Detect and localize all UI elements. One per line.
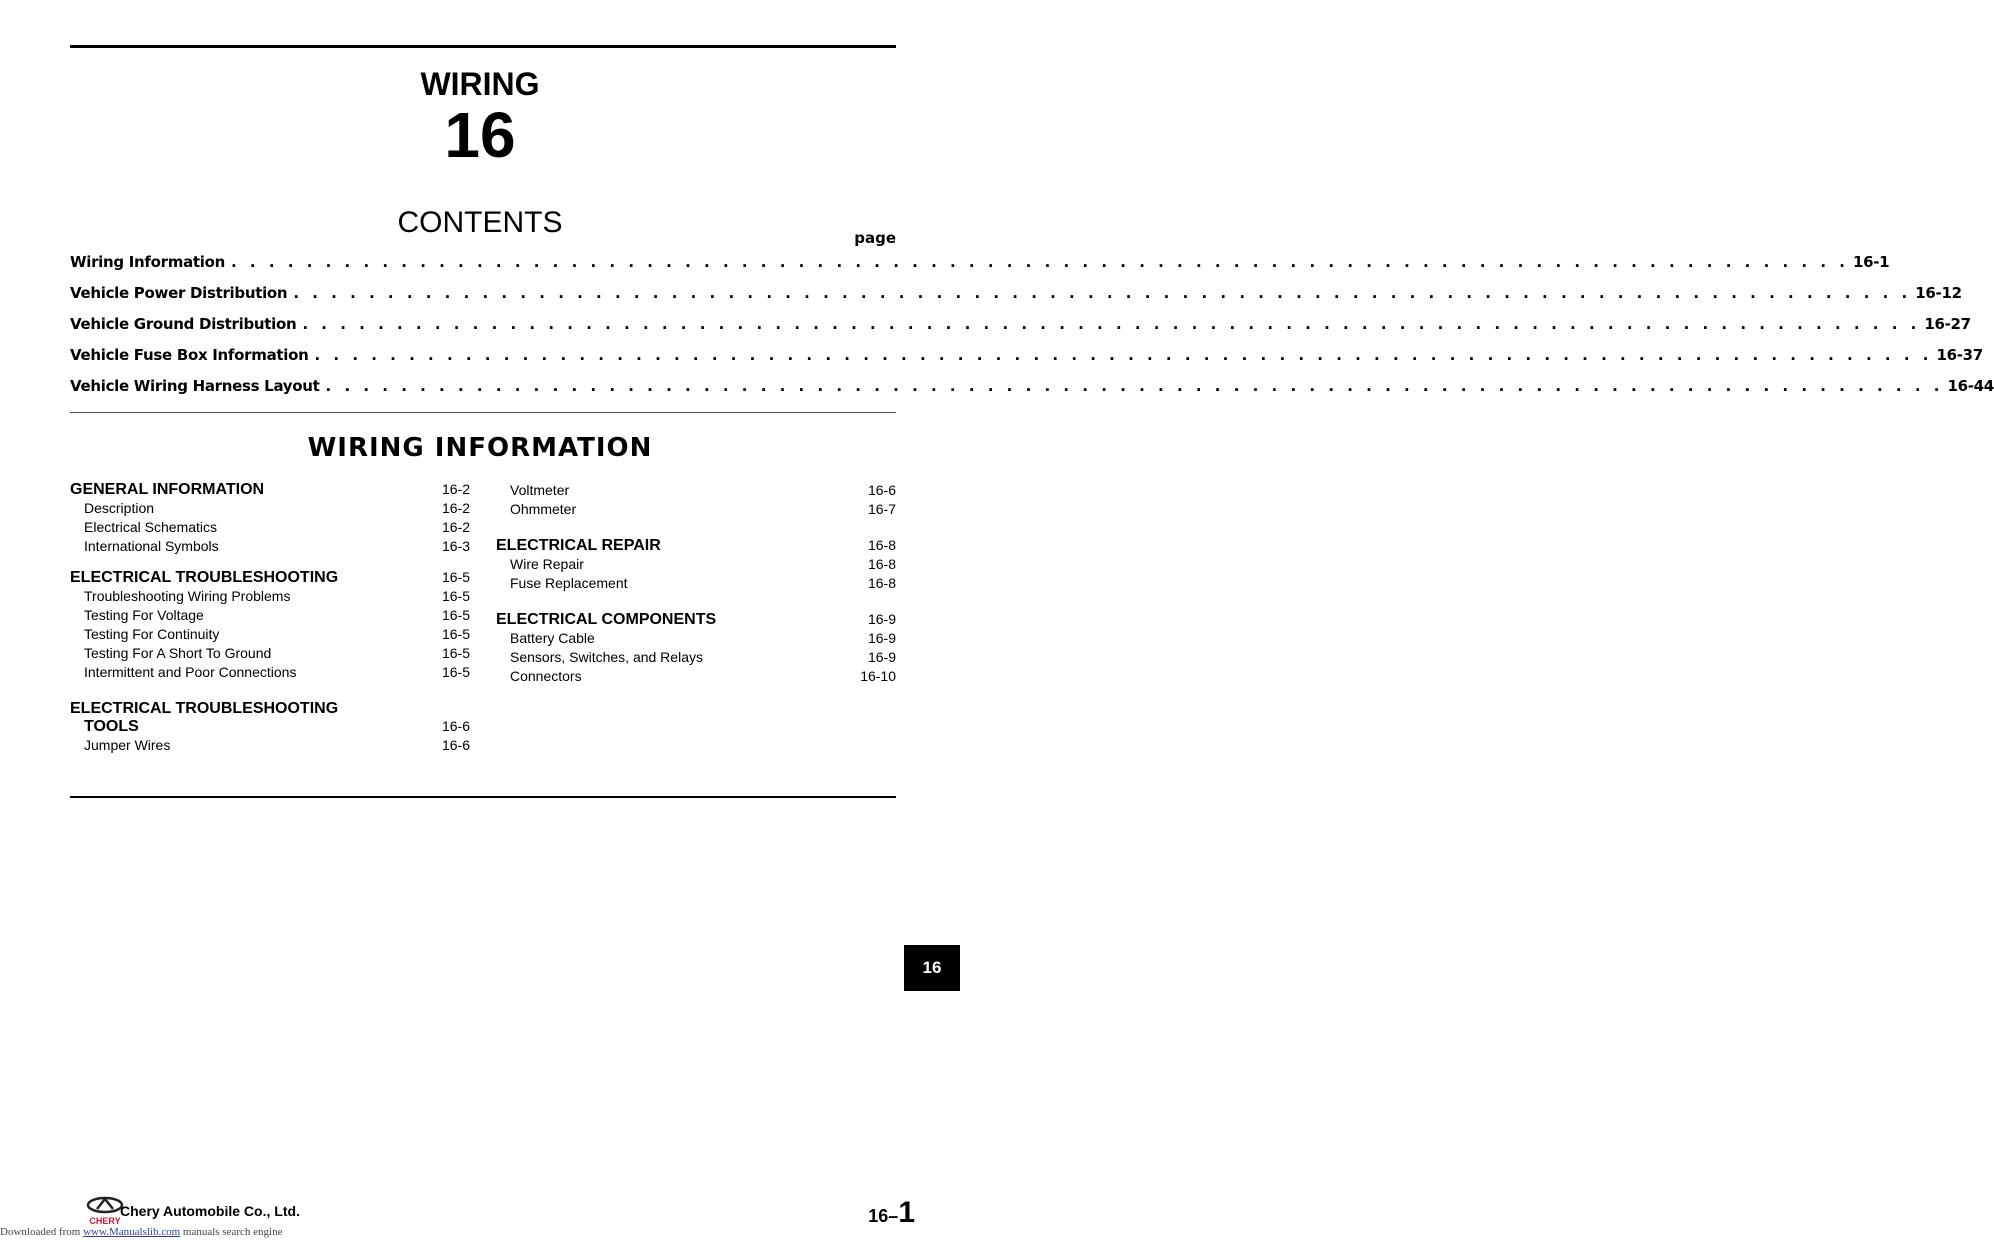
index-item[interactable] — [70, 499, 470, 518]
index-item-label: Description — [84, 500, 155, 516]
index-item[interactable] — [70, 625, 470, 644]
index-item-label: International Symbols — [84, 538, 219, 554]
toc-entry-title: Wiring Information — [70, 253, 226, 271]
index-item-label: Connectors — [510, 668, 582, 684]
index-item[interactable] — [496, 500, 896, 519]
index-item-page: 16-9 — [867, 630, 896, 646]
index-item-page: 16-2 — [441, 519, 470, 535]
index-group — [70, 481, 470, 556]
toc-entry-page: 16-37 — [1936, 346, 1983, 364]
index-group-heading-label: TOOLS — [84, 718, 139, 735]
index-item-page: 16-5 — [441, 626, 470, 642]
top-rule — [70, 45, 896, 48]
chapter-tab[interactable]: 16 — [904, 945, 960, 991]
contents-list — [70, 253, 1994, 408]
index-item-label: Testing For Voltage — [84, 607, 204, 623]
index-item-page: 16-10 — [860, 668, 896, 684]
index-group — [496, 481, 896, 519]
index-item-label: Wire Repair — [510, 556, 584, 572]
section-divider — [70, 412, 896, 413]
toc-entry[interactable] — [70, 284, 1962, 315]
index-item[interactable] — [70, 606, 470, 625]
toc-entry[interactable] — [70, 377, 1994, 408]
index-item[interactable] — [70, 587, 470, 606]
index-item[interactable] — [70, 537, 470, 556]
toc-entry-page: 16-12 — [1915, 284, 1962, 302]
download-suffix: manuals search engine — [182, 1226, 283, 1238]
index-group-heading-label: ELECTRICAL COMPONENTS — [496, 611, 717, 628]
index-item-page: 16-8 — [867, 575, 896, 591]
chapter-title: WIRING — [420, 66, 540, 102]
section-title: WIRING INFORMATION — [307, 433, 653, 463]
toc-entry[interactable] — [70, 315, 1971, 346]
index-item-label: Testing For A Short To Ground — [84, 645, 272, 661]
index-item-page: 16-6 — [867, 482, 896, 498]
index-item-label: Battery Cable — [510, 630, 595, 646]
index-item-label: Jumper Wires — [84, 737, 171, 753]
toc-leader-dots: . . . . . . . . . . . . . . . . . . . . . . . . . . . . . . . . . . . . . . . . . . . . . . . . . . . . . . . . . . . . . . . . . . . . . . . . . . . . . . . . . . . . . . — [302, 315, 1921, 333]
index-item-page: 16-5 — [441, 607, 470, 623]
contents-title: CONTENTS — [397, 206, 563, 239]
index-item[interactable] — [496, 667, 896, 686]
index-group-heading-label: ELECTRICAL REPAIR — [496, 537, 661, 554]
index-group-heading-continued[interactable] — [70, 718, 470, 736]
index-group — [496, 611, 896, 686]
index-item-label: Electrical Schematics — [84, 519, 218, 535]
toc-entry-page: 16-44 — [1947, 377, 1994, 395]
section-index-right-column — [496, 481, 896, 686]
footer-page-prefix: 16– — [868, 1206, 899, 1226]
index-item-page: 16-3 — [441, 538, 470, 554]
page-column-label: page — [854, 229, 896, 247]
index-group-heading-page: 16-6 — [441, 718, 470, 734]
index-item[interactable] — [70, 663, 470, 682]
index-item[interactable] — [496, 629, 896, 648]
chapter-number: 16 — [444, 99, 516, 171]
index-group-heading-page: 16-2 — [441, 481, 470, 497]
index-item[interactable] — [496, 555, 896, 574]
index-item-page: 16-7 — [867, 501, 896, 517]
index-group-heading-page: 16-8 — [867, 537, 896, 553]
index-item-page: 16-8 — [867, 556, 896, 572]
index-group-heading-page: 16-5 — [441, 569, 470, 585]
index-group — [70, 700, 470, 755]
index-item[interactable] — [496, 481, 896, 500]
index-item-page: 16-5 — [441, 588, 470, 604]
index-item-label: Sensors, Switches, and Relays — [510, 649, 703, 665]
toc-entry-title: Vehicle Wiring Harness Layout — [70, 377, 320, 395]
index-group-heading-label: GENERAL INFORMATION — [70, 481, 265, 498]
toc-entry[interactable] — [70, 346, 1983, 377]
index-group — [496, 537, 896, 593]
toc-entry-page: 16-1 — [1852, 253, 1890, 271]
index-group-heading-label: ELECTRICAL TROUBLESHOOTING — [70, 569, 339, 586]
download-notice — [0, 1226, 282, 1238]
index-item-page: 16-5 — [441, 664, 470, 680]
toc-leader-dots: . . . . . . . . . . . . . . . . . . . . . . . . . . . . . . . . . . . . . . . . . . . . . . . . . . . . . . . . . . . . . . . . . . . . . . . . . . . . . . . . . . . . . . — [231, 253, 1849, 271]
section-index-left-column — [70, 481, 470, 755]
index-group — [70, 569, 470, 682]
index-group-heading[interactable] — [496, 537, 896, 555]
toc-entry-title: Vehicle Ground Distribution — [70, 315, 297, 333]
toc-entry-title: Vehicle Fuse Box Information — [70, 346, 309, 364]
index-group-heading[interactable] — [70, 481, 470, 499]
index-group-heading[interactable] — [496, 611, 896, 629]
index-item-page: 16-2 — [441, 500, 470, 516]
chery-logo-text: CHERY — [89, 1216, 121, 1226]
index-group-heading[interactable] — [70, 569, 470, 587]
footer-page-digit: 1 — [898, 1196, 915, 1229]
index-item[interactable] — [70, 644, 470, 663]
bottom-rule — [70, 796, 896, 798]
index-item[interactable] — [496, 648, 896, 667]
toc-leader-dots: . . . . . . . . . . . . . . . . . . . . . . . . . . . . . . . . . . . . . . . . . . . . . . . . . . . . . . . . . . . . . . . . . . . . . . . . . . . . . . . . . . . . . . — [325, 377, 1944, 395]
index-group-heading[interactable]: ELECTRICAL TROUBLESHOOTING — [70, 700, 339, 717]
index-group-heading-page: 16-9 — [867, 611, 896, 627]
index-item-label: Troubleshooting Wiring Problems — [84, 588, 291, 604]
download-prefix: Downloaded from — [0, 1226, 81, 1238]
index-item[interactable] — [70, 736, 470, 755]
index-item-page: 16-6 — [441, 737, 470, 753]
index-item-page: 16-5 — [441, 645, 470, 661]
toc-entry-page: 16-27 — [1924, 315, 1971, 333]
toc-leader-dots: . . . . . . . . . . . . . . . . . . . . . . . . . . . . . . . . . . . . . . . . . . . . . . . . . . . . . . . . . . . . . . . . . . . . . . . . . . . . . . . . . . . . . . — [314, 346, 1933, 364]
toc-entry-title: Vehicle Power Distribution — [70, 284, 288, 302]
index-item-page: 16-9 — [867, 649, 896, 665]
index-item-label: Voltmeter — [510, 482, 570, 498]
index-item-label: Testing For Continuity — [84, 626, 220, 642]
index-item-label: Fuse Replacement — [510, 575, 628, 591]
footer-company: Chery Automobile Co., Ltd. — [120, 1203, 300, 1219]
index-item[interactable] — [70, 518, 470, 537]
manualslib-link[interactable]: www.Manualslib.com — [83, 1226, 181, 1238]
footer-page-number — [868, 1196, 915, 1230]
index-item-label: Intermittent and Poor Connections — [84, 664, 297, 680]
chery-logo-icon — [85, 1196, 125, 1226]
index-item[interactable] — [496, 574, 896, 593]
toc-entry[interactable] — [70, 253, 1890, 284]
toc-leader-dots: . . . . . . . . . . . . . . . . . . . . . . . . . . . . . . . . . . . . . . . . . . . . . . . . . . . . . . . . . . . . . . . . . . . . . . . . . . . . . . . . . . . . . . — [293, 284, 1912, 302]
index-item-label: Ohmmeter — [510, 501, 577, 517]
